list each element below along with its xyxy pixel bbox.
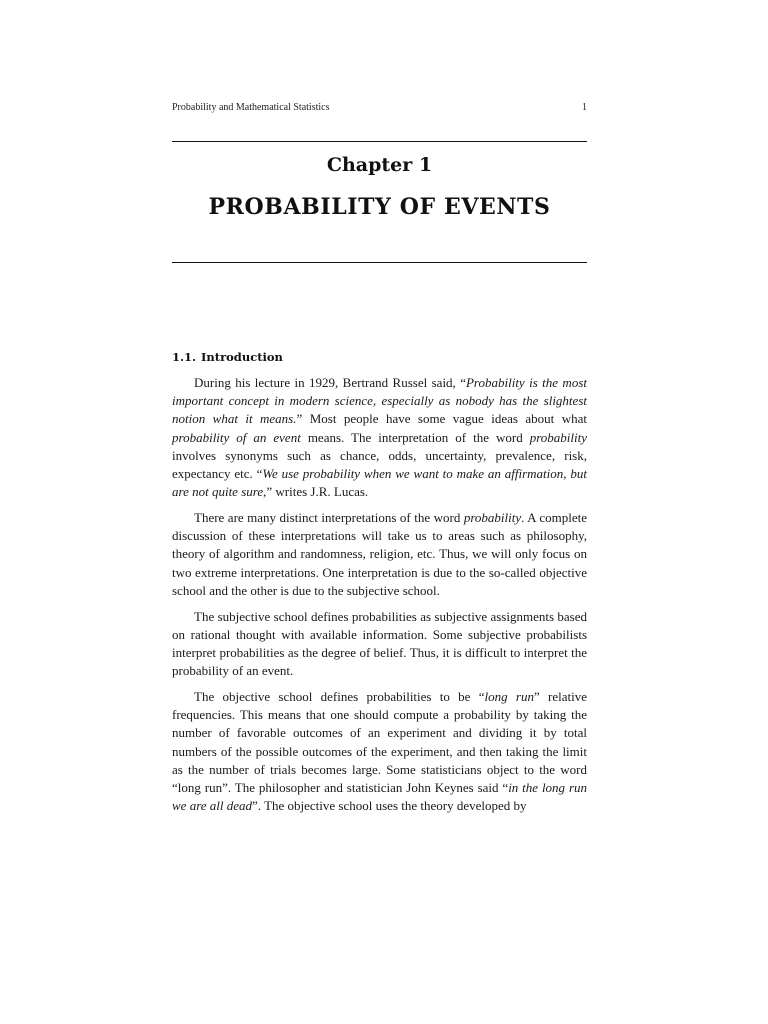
chapter-bottom-rule [172,262,587,263]
chapter-title: PROBABILITY OF EVENTS [208,194,551,220]
section-title: Introduction [201,350,283,364]
text-run: ”. The objective school uses the theory developed by [252,798,527,814]
running-header [172,101,587,115]
text-run: . A complete discussion of these interpretations will take us to areas such as philosophy, theory of algorithm and randomness, religion, etc. Thus, we will only focus on two extreme interpretations. One interpretation is due to the so-called objective school and the other is due to the subjective school. [172,510,587,598]
text-run: The objective school defines probabilities to be “ [194,689,485,705]
text-run: ” writes J.R. Lucas. [266,484,369,500]
italic-text: Probability is the most important concept in modern science, especially as nobody has the slightest notion what it means. [172,375,587,427]
italic-text: probability of an event [172,429,301,445]
section-heading [172,349,587,365]
paragraph [172,608,587,681]
text-run: means. The interpretation of the word [300,429,530,445]
italic-text: probability [529,429,587,445]
paragraph [172,688,587,815]
section-number: 1.1. [172,350,197,364]
running-title: Probability and Mathematical Statistics [172,102,330,113]
text-run: The subjective school defines probabilities as subjective assignments based on rational thought with available information. Some subjective probabilists interpret probabilities as the degree of belief. Thus, it is difficult to interpret the probability of an event. [172,608,587,679]
page-number: 1 [582,102,587,113]
body-text [172,374,587,823]
paragraph [172,509,587,600]
text-run: ” Most people have some vague ideas about what [296,411,587,427]
italic-text: We use probability when we want to make an affirmation, but are not quite sure, [172,466,587,500]
paragraph [172,374,587,501]
italic-text: long run [484,689,534,705]
text-run: There are many distinct interpretations of the word [194,510,464,526]
text-run: During his lecture in 1929, Bertrand Russel said, “ [194,375,466,390]
text-run: involves synonyms such as chance, odds, uncertainty, prevalence, risk, expectancy etc. “ [172,447,587,482]
italic-text: in the long run we are all dead [172,780,588,814]
chapter-label: Chapter 1 [326,154,433,176]
chapter-top-rule [172,141,587,142]
italic-text: probability [463,510,522,526]
text-run: ” relative frequencies. This means that one should compute a probability by taking the number of favorable outcomes of an experiment and dividing it by total numbers of the possible outcomes of the experiment, and then taking the limit as the number of trials becomes large. Some statisticians object to the word “long run”. The philosopher and statistician John Keynes said “ [172,689,588,796]
